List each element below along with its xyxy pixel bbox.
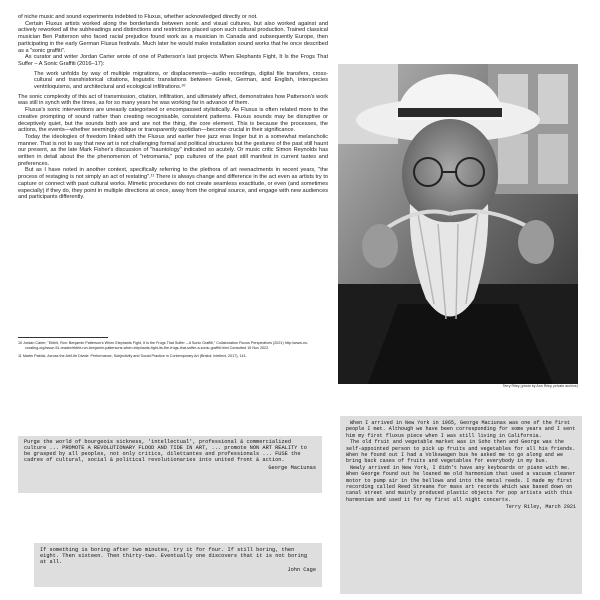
quote-signature: John Cage xyxy=(287,567,316,574)
essay-paragraph: The sonic complexity of this act of transmission, citation, infiltration, and ultimately affect, demonstrates how Patterson's work was still in synch with the times, as for so many years he was working far in advance of them. xyxy=(18,93,328,107)
quote-paragraph: Newly arrived in New York, I didn't have any keyboards or piano with me. When George found out he loaned me old harmonium that used a vacuum cleaner motor to pump air in the bellows and into the metal reeds. I made my first recording called Reed Streams for mass art records which was based down on canal street and mainly produced plastic objects for pop artists with this harmonium and used it for my first all night concerts. xyxy=(346,465,576,503)
essay-column xyxy=(18,14,328,201)
footnote-10: 10 Jordan Carter, "Ekthit, Ron: Benjamin Patterson's When Elephants Fight, It Is the Frogs That Suffer – A Sonic Graffiti," Collaboration Fluxus Perspectives (2021) http://www.on-curating.org/issue-51-reader/ekthit-ron-benjamin-pattersons-when-elephants-fight-its-the-frogs-that-suffer-a-sonic-graffiti.html Consulted 15 Nov 2022. xyxy=(18,341,309,350)
quote-paragraph: When I arrived in New York in 1965, George Maciunas was one of the first people I met. Although we have been corresponding for some years and I sent him my first fluxus piece when I was still living in California. xyxy=(346,420,576,439)
essay-paragraph: Today the ideologies of freedom linked with the Fluxus and earlier free jazz eras linger but in a somewhat melancholic manner. That is not to say that new art is not challenging formal and political structures but the gestures of the past still haunt our present, as the late Mark Fisher's discussion of "hauntology" indicated so acutely. Or music critic Simon Reynolds has written in detail about the the phenomenon of "retromania," pop cultures of the past still manifest in current tastes and preferences. xyxy=(18,133,328,167)
essay-paragraph: of niche music and sound experiments indebted to Fluxus, whether acknowledged directly or not. xyxy=(18,14,258,20)
quote-card-cage xyxy=(34,543,322,587)
quote-card-riley xyxy=(340,416,582,594)
essay-paragraph: As curator and writer Jordan Carter wrote of one of Patterson's last projects When Elephants Fight, It Is the Frogs That Suffer – A Sonic Graffiti (2016–17): xyxy=(18,54,328,67)
quote-card-maciunas xyxy=(18,436,322,493)
essay-paragraph: Certain Fluxus artists worked along the borderlands between sonic and visual cultures, but also worked against and actively reworked all the subheadings and distinctions and restrictions placed upon such cultural production. Trained classical musician Ben Patterson who faced racial prejudice found work as a musician in Canada and subsequently Europe, then participating in the early German Fluxus festivals. Much later he would make installation sound works that he once described as a "sonic graffiti". xyxy=(18,20,328,54)
essay-paragraph: But as I have noted in another context, specifically referring to the plethora of art reenactments in recent years, "the process of restaging is not simply an act of restating".¹¹ There is always change and difference in the act even as artists try to capture or connect with past cultural works. Mimetic procedures do not create seamless exactitude, or even (and sometimes especially) if they do, they point in multiple directions at once, away from the original source, and engage with new audiences and participants differently. xyxy=(18,167,328,201)
photo-caption: Terry Riley (photo by Ann Riley, private archive) xyxy=(502,384,578,388)
quote-text: Purge the world of bourgeois sickness, 'intellectual', professional & commercialized culture ... PROMOTE A REVOLUTIONARY FLOOD AND TIDE IN ART, ... promote NON ART REALITY to be grasped by all peoples, not only critics, dilettantes and professionals ... FUSE the cadres of cultural, social & political revolutionaries into united front & action. xyxy=(24,439,307,463)
portrait-illustration xyxy=(338,64,578,384)
quote-paragraph: The old fruit and vegetable market was in Soho then and George was the self-appointed person to pick up fruits and vegetables for all his friends. When he found out I had a Volkswagen bus he asked me to go along and we bring back cases of fruits and vegetables for everybody in my bus. xyxy=(346,439,576,465)
essay-paragraph: Fluxus's sonic interventions are uneasily categorised or encompassed stylistically. As Fluxus is often related more to the creative prompting of sound rather than creating recognisable, consistent patterns. Fluxus sounds may be disruptive or deceptively quiet, but the sounds both are and are not the thing, the core element. This is because the processes, the actions, the events—whether seemingly oblique or transparently quotidian—become crucial in their significance. xyxy=(18,107,328,134)
portrait-photo xyxy=(338,64,578,384)
footnotes xyxy=(18,341,328,362)
footnote-11: 11 Martin Patrick, Across the Art/Life Divide: Performance, Subjectivity and Social Practice in Contemporary Art (Bristol: Intellect, 2017), 141. xyxy=(18,354,247,358)
quote-signature: George Maciunas xyxy=(268,464,316,471)
footnote-divider xyxy=(18,337,108,338)
quote-text: If something is boring after two minutes, try it for four. If still boring, then eight. Then sixteen. Then thirty-two. Eventually one discovers that it is not boring at all. xyxy=(40,547,308,566)
quote-signature: Terry Riley, March 2021 xyxy=(505,503,576,510)
block-quote: The work unfolds by way of multiple migrations, or displacements—audio recordings, digital file transfers, cross-cultural and transhistorical citations, linguistic translations between Greek, German, and English, interspecies ventriloquisms, and architectural and ecological infiltrations.¹⁰ xyxy=(34,70,328,91)
